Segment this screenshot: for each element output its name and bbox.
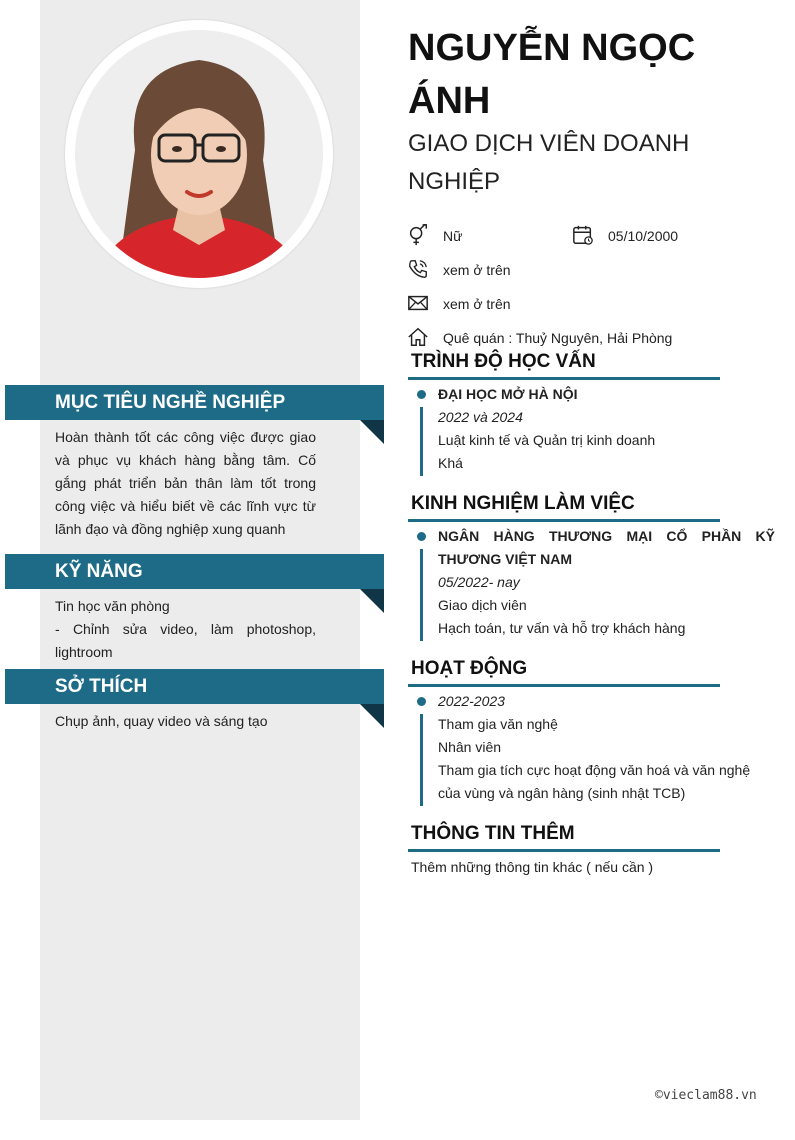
education-period: 2022 và 2024 bbox=[438, 409, 523, 425]
experience-entry bbox=[438, 525, 775, 640]
hobbies-text: Chụp ảnh, quay video và sáng tạo bbox=[55, 713, 268, 729]
activities-period: 2022-2023 bbox=[438, 693, 505, 709]
education-entry bbox=[438, 383, 775, 475]
activities-entry bbox=[438, 690, 775, 805]
hobbies-heading-fold bbox=[360, 704, 384, 728]
school-name: ĐẠI HỌC MỞ HÀ NỘI bbox=[438, 386, 578, 402]
phone-icon bbox=[407, 258, 429, 280]
activities-bullet bbox=[417, 697, 426, 706]
activities-role: Nhân viên bbox=[438, 739, 502, 755]
objective-text: Hoàn thành tốt các công việc được giao và phục vụ khách hàng bằng tâm. Cố gắng phát triển bản thân làm tốt trong công việc và hiểu biết về các lĩnh vực từ lãnh đạo và đồng nghiệp xung quanh bbox=[55, 429, 316, 537]
dob-value: 05/10/2000 bbox=[608, 228, 679, 244]
experience-timeline-bar bbox=[420, 549, 423, 641]
education-heading: TRÌNH ĐỘ HỌC VẤN bbox=[411, 351, 596, 372]
objective-heading: MỤC TIÊU NGHỀ NGHIỆP bbox=[5, 385, 384, 420]
watermark: ©vieclam88.vn bbox=[655, 1088, 757, 1103]
skills-item: - Chỉnh sửa video, làm photoshop, lightroom bbox=[55, 621, 316, 660]
skills-text bbox=[55, 595, 316, 664]
hobbies-heading: SỞ THÍCH bbox=[5, 669, 384, 704]
calendar-icon bbox=[572, 224, 594, 246]
more-info-divider bbox=[408, 849, 720, 852]
skills-heading: KỸ NĂNG bbox=[5, 554, 384, 589]
candidate-name: NGUYỄN NGỌC ÁNH bbox=[408, 27, 696, 122]
gender-value: Nữ bbox=[443, 228, 463, 244]
education-bullet bbox=[417, 390, 426, 399]
experience-position: Giao dịch viên bbox=[438, 597, 527, 613]
address-value: Quê quán : Thuỷ Nguyên, Hải Phòng bbox=[443, 330, 673, 346]
job-title: GIAO DỊCH VIÊN DOANH NGHIỆP bbox=[408, 130, 690, 195]
activities-heading: HOẠT ĐỘNG bbox=[411, 658, 528, 679]
phone-value: xem ở trên bbox=[443, 262, 511, 278]
activities-divider bbox=[408, 684, 720, 687]
more-info-text: Thêm những thông tin khác ( nếu cần ) bbox=[411, 859, 654, 875]
email-value: xem ở trên bbox=[443, 296, 511, 312]
education-divider bbox=[408, 377, 720, 380]
education-timeline-bar bbox=[420, 407, 423, 476]
gender-icon bbox=[407, 224, 429, 246]
experience-divider bbox=[408, 519, 720, 522]
avatar bbox=[75, 30, 323, 278]
experience-bullet bbox=[417, 532, 426, 541]
skills-item: Tin học văn phòng bbox=[55, 598, 170, 614]
more-info-heading: THÔNG TIN THÊM bbox=[411, 823, 575, 844]
experience-heading: KINH NGHIỆM LÀM VIỆC bbox=[411, 493, 635, 514]
education-grade: Khá bbox=[438, 455, 463, 471]
skills-heading-fold bbox=[360, 589, 384, 613]
experience-period: 05/2022- nay bbox=[438, 574, 520, 590]
profile-photo bbox=[75, 30, 323, 278]
objective-heading-fold bbox=[360, 420, 384, 444]
activities-description: Tham gia tích cực hoạt động văn hoá và văn nghệ của vùng và ngân hàng (sinh nhật TCB) bbox=[438, 762, 751, 801]
activities-timeline-bar bbox=[420, 714, 423, 806]
envelope-icon bbox=[407, 292, 429, 314]
activities-name: Tham gia văn nghệ bbox=[438, 716, 558, 732]
experience-description: Hạch toán, tư vấn và hỗ trợ khách hàng bbox=[438, 620, 686, 636]
home-icon bbox=[407, 326, 429, 348]
education-major: Luật kinh tế và Quản trị kinh doanh bbox=[438, 432, 656, 448]
company-name: NGÂN HÀNG THƯƠNG MẠI CỔ PHẦN KỸ THƯƠNG VIỆT NAM bbox=[438, 528, 775, 567]
